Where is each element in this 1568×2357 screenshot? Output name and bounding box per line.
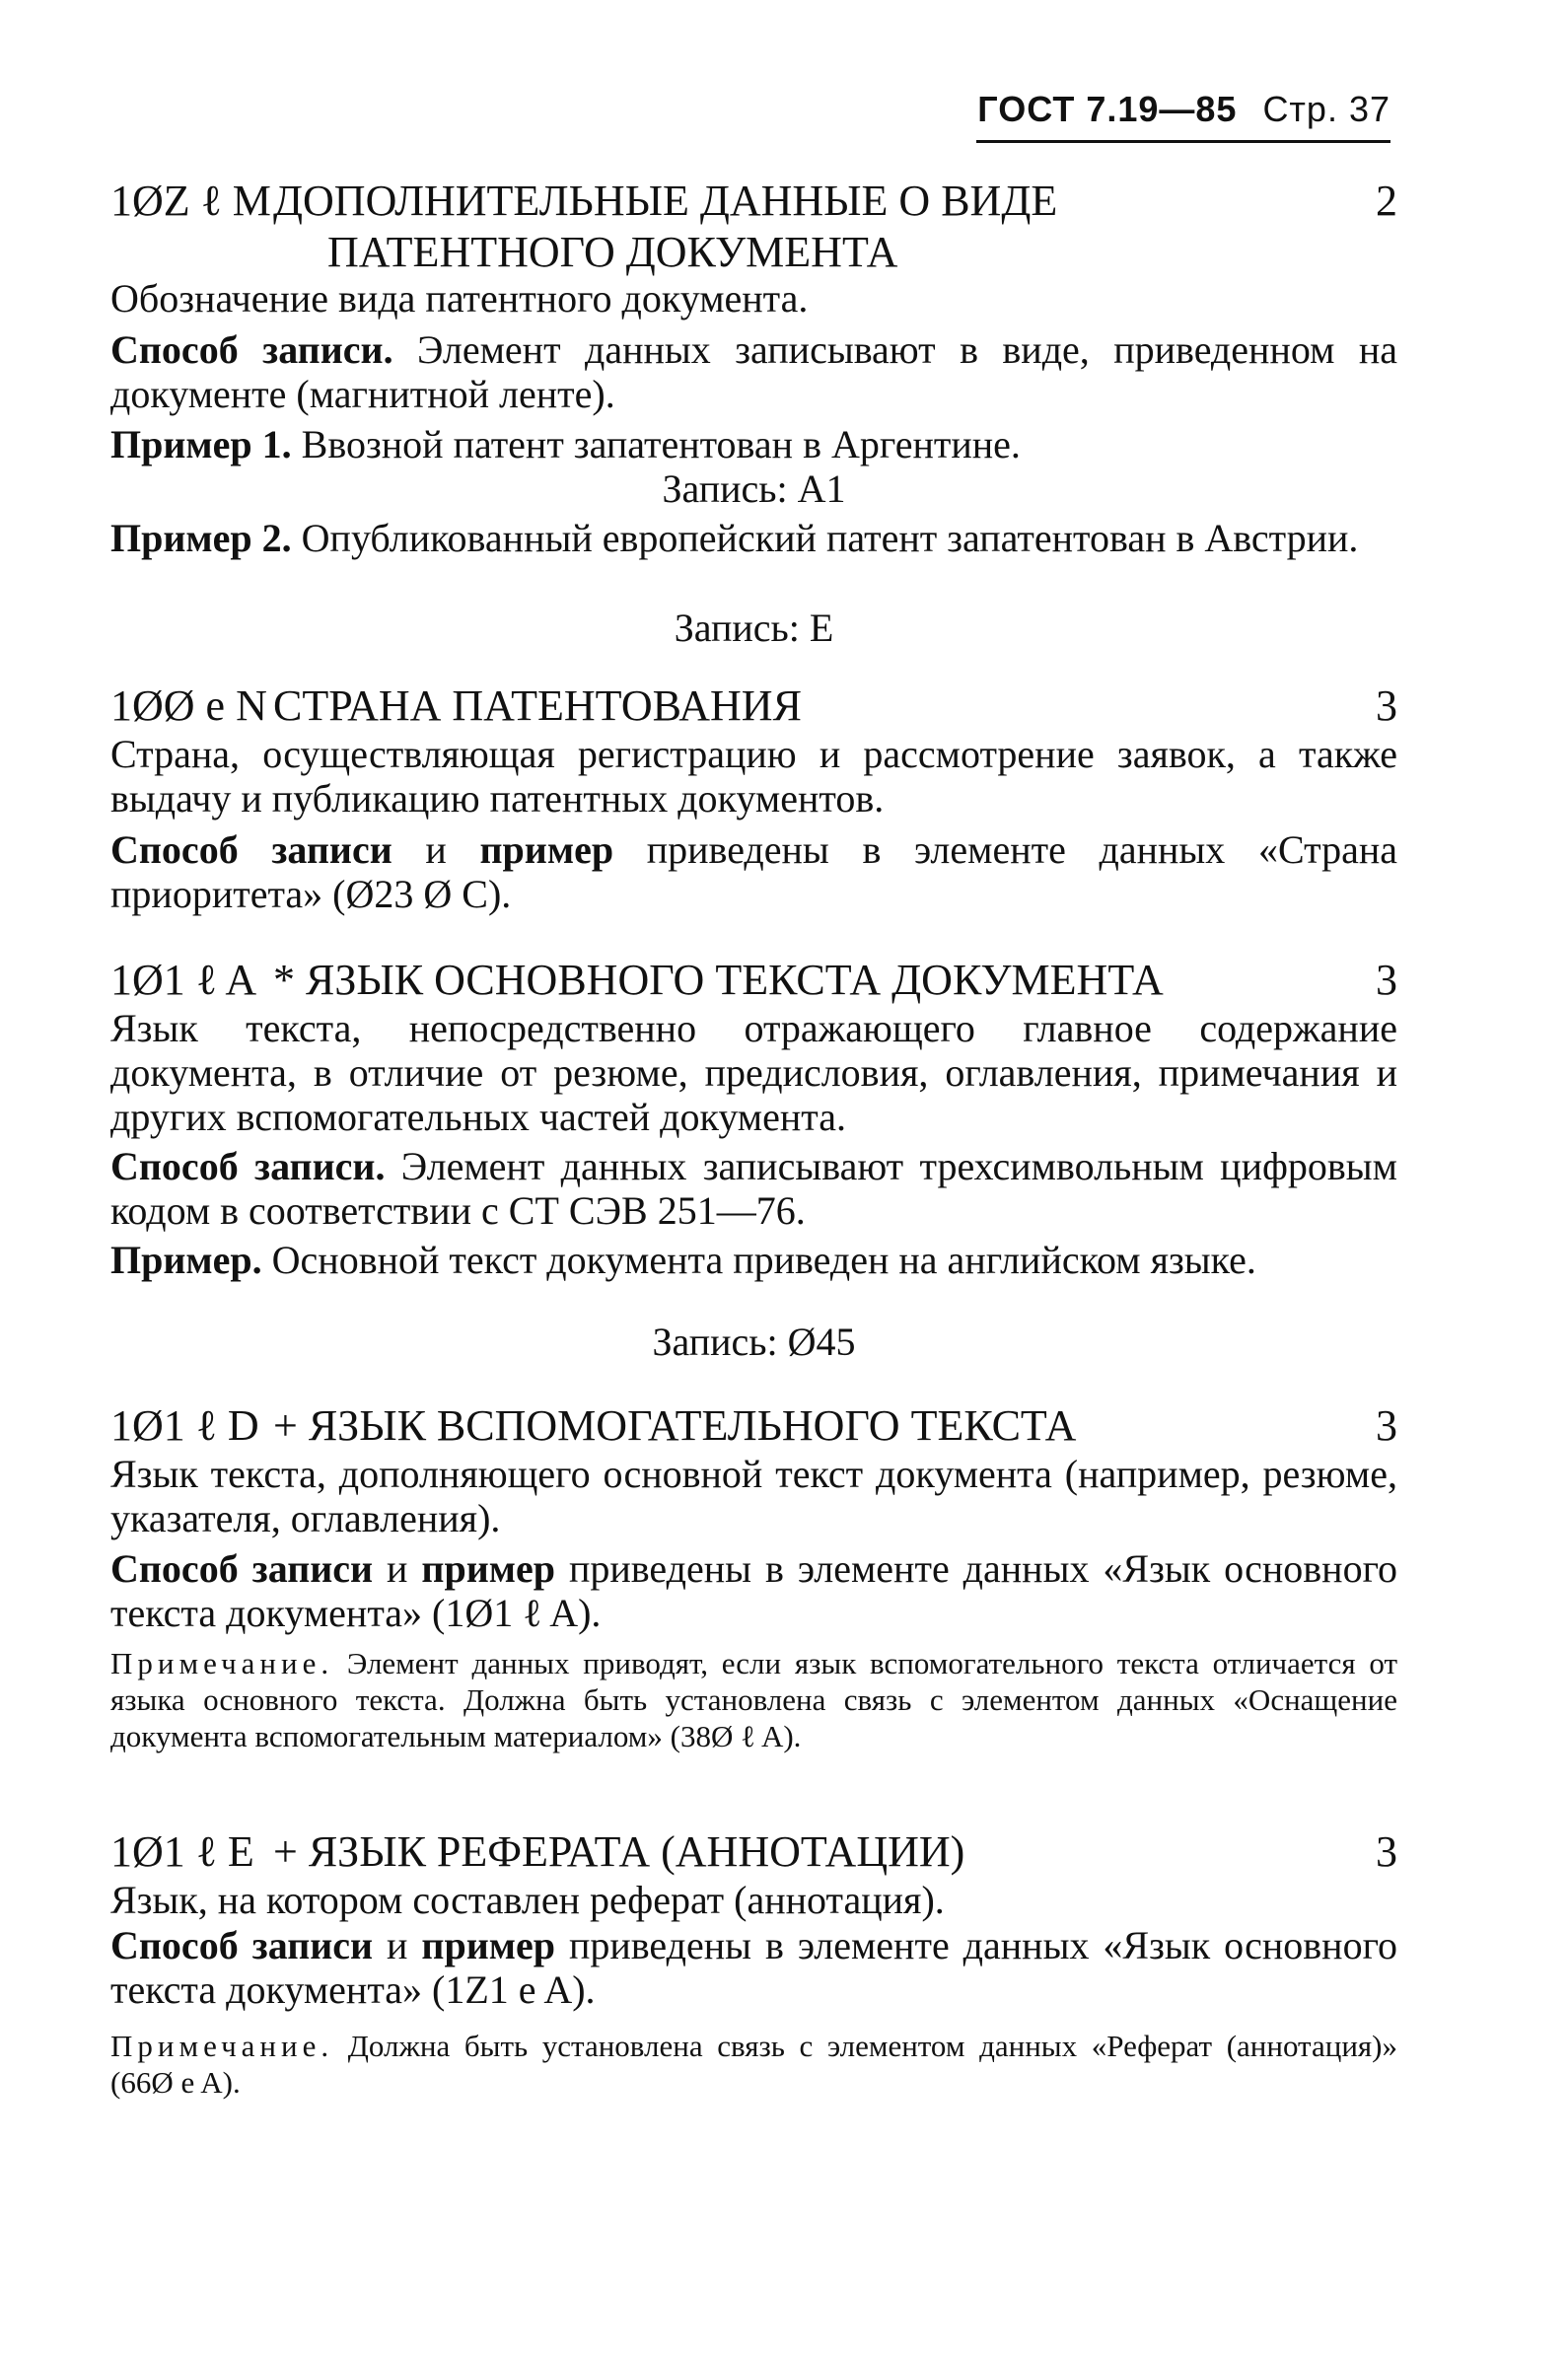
example-1-label: Пример 1. bbox=[110, 422, 292, 466]
example-label: пример bbox=[421, 1923, 555, 1967]
element-code: 1ØØ e N bbox=[110, 681, 267, 730]
section-title-country bbox=[110, 680, 1397, 732]
example-label: Пример. bbox=[110, 1238, 262, 1282]
element-code: 1Ø1 ℓ A bbox=[110, 956, 257, 1004]
example-2-text: Опубликованный европейский патент запатентован в Австрии. bbox=[291, 516, 1359, 560]
method-label: Способ записи bbox=[110, 1923, 374, 1967]
example-label: пример bbox=[421, 1546, 555, 1591]
example-2-paragraph bbox=[110, 516, 1397, 560]
example-text: Основной текст документа приведен на английском языке. bbox=[261, 1238, 1256, 1282]
note-label: Примечание. bbox=[110, 1646, 334, 1680]
definition-text: Обозначение вида патентного документа. bbox=[110, 276, 809, 321]
method-text: Элемент данных записывают в виде, приведенном на документе (магнитной ленте). bbox=[110, 327, 1397, 416]
method-text: приведены в элементе данных «Страна приоритета» (Ø23 Ø C). bbox=[110, 827, 1397, 916]
example-record: Запись: Ø45 bbox=[652, 1320, 856, 1364]
method-text: приведены в элементе данных «Язык основного текста документа» (1Z1 e A). bbox=[110, 1923, 1397, 2012]
method-label: Способ записи bbox=[110, 1546, 374, 1591]
method-and: и bbox=[373, 1546, 422, 1591]
element-name: + ЯЗЫК РЕФЕРАТА (АННОТАЦИИ) bbox=[273, 1827, 965, 1876]
method-and: и bbox=[373, 1923, 422, 1967]
method-paragraph bbox=[110, 827, 1397, 916]
section-title-patent-kind bbox=[110, 176, 1397, 278]
method-paragraph bbox=[110, 1144, 1397, 1233]
note-text: Элемент данных приводят, если язык вспомогательного текста отличается от языка основного текста. Должна быть установлена связь с элементом данных «Оснащение документа вспомогательным материалом» (38Ø ℓ A). bbox=[110, 1646, 1397, 1753]
example-1-paragraph bbox=[110, 422, 1397, 466]
element-code: 1Ø1 ℓ D bbox=[110, 1401, 259, 1450]
method-paragraph bbox=[110, 327, 1397, 416]
example-paragraph bbox=[110, 1238, 1397, 1282]
note-label: Примечание. bbox=[110, 2029, 334, 2063]
page-header bbox=[976, 89, 1390, 148]
method-text: Элемент данных записывают трехсимвольным цифровым кодом в соответствии с СТ СЭВ 251—76. bbox=[110, 1144, 1397, 1233]
method-label: Способ записи. bbox=[110, 327, 393, 372]
page-number: Стр. 37 bbox=[1262, 89, 1390, 129]
header-text bbox=[977, 89, 1390, 130]
example-1-text: Ввозной патент запатентован в Аргентине. bbox=[291, 422, 1021, 466]
element-code: 1ØZ ℓ M bbox=[110, 177, 271, 225]
method-and: и bbox=[392, 827, 480, 872]
note-paragraph bbox=[110, 2028, 1397, 2101]
example-2-record: Запись: E bbox=[674, 606, 834, 650]
example-label: пример bbox=[479, 827, 614, 872]
element-level: 3 bbox=[1376, 1401, 1397, 1450]
element-name: * ЯЗЫК ОСНОВНОГО ТЕКСТА ДОКУМЕНТА bbox=[273, 956, 1164, 1004]
definition-text: Язык, на котором составлен реферат (аннотация). bbox=[110, 1878, 945, 1922]
example-2-label: Пример 2. bbox=[110, 516, 292, 560]
element-name: СТРАНА ПАТЕНТОВАНИЯ bbox=[273, 681, 802, 730]
element-name-line2: ПАТЕНТНОГО ДОКУМЕНТА bbox=[327, 228, 898, 276]
element-level: 3 bbox=[1376, 1827, 1397, 1876]
section-title-auxiliary-language bbox=[110, 1400, 1397, 1452]
element-code: 1Ø1 ℓ E bbox=[110, 1827, 254, 1876]
element-level: 3 bbox=[1376, 681, 1397, 730]
element-name: ДОПОЛНИТЕЛЬНЫЕ ДАННЫЕ О ВИДЕ bbox=[273, 177, 1058, 225]
element-level: 3 bbox=[1376, 956, 1397, 1004]
definition-text: Язык текста, непосредственно отражающего главное содержание документа, в отличие от резюме, предисловия, оглавления, примечания и других вспомогательных частей документа. bbox=[110, 1006, 1397, 1139]
element-name: + ЯЗЫК ВСПОМОГАТЕЛЬНОГО ТЕКСТА bbox=[273, 1401, 1077, 1450]
section-title-abstract-language bbox=[110, 1826, 1397, 1878]
standard-number: ГОСТ 7.19—85 bbox=[977, 89, 1238, 129]
note-text: Должна быть установлена связь с элементом данных «Реферат (аннотация)» (66Ø e A). bbox=[110, 2029, 1397, 2100]
section-title-main-language bbox=[110, 955, 1397, 1006]
method-label: Способ записи bbox=[110, 827, 392, 872]
definition-text: Страна, осуществляющая регистрацию и рассмотрение заявок, а также выдачу и публикацию патентных документов. bbox=[110, 732, 1397, 821]
method-paragraph bbox=[110, 1923, 1397, 2012]
method-paragraph bbox=[110, 1546, 1397, 1635]
header-rule bbox=[976, 140, 1390, 143]
method-text: приведены в элементе данных «Язык основного текста документа» (1Ø1 ℓ A). bbox=[110, 1546, 1397, 1635]
method-label: Способ записи. bbox=[110, 1144, 386, 1188]
definition-text: Язык текста, дополняющего основной текст документа (например, резюме, указателя, оглавления). bbox=[110, 1452, 1397, 1540]
element-level: 2 bbox=[1376, 177, 1397, 225]
note-paragraph bbox=[110, 1645, 1397, 1754]
example-1-record: Запись: A1 bbox=[662, 466, 846, 511]
